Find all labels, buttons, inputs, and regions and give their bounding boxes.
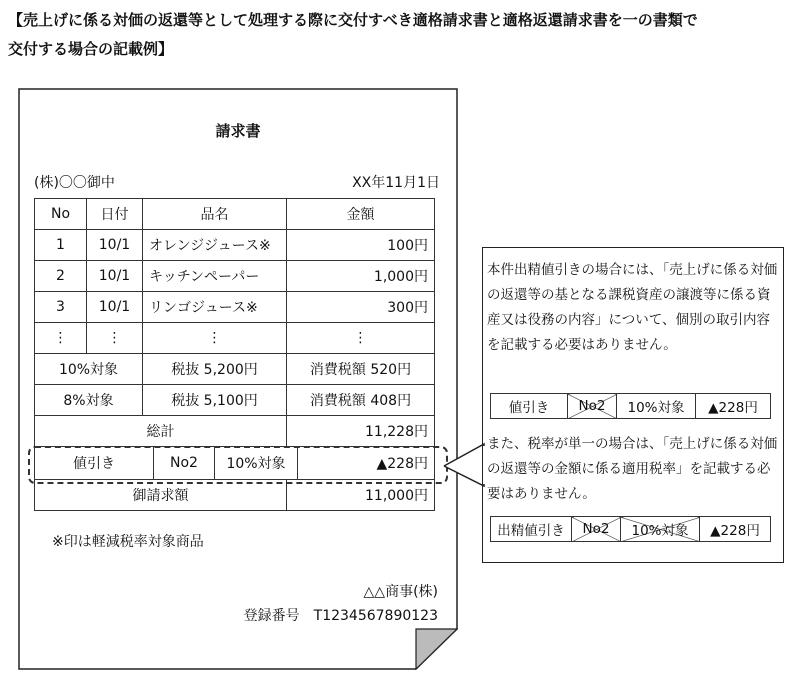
item-amount: 1,000円: [287, 261, 435, 292]
registration-number: 登録番号 T1234567890123: [243, 608, 438, 624]
example2-amount: ▲228円: [700, 517, 771, 542]
table-row: [35, 230, 435, 261]
rate8-row: [35, 385, 435, 416]
invoice-sheet: [18, 88, 458, 670]
item-no: 1: [35, 230, 87, 261]
total-row: [35, 416, 435, 447]
rate10-net: 税抜 5,200円: [143, 354, 287, 385]
discount-amount: ▲228円: [376, 456, 428, 472]
item-amount: 100円: [287, 230, 435, 261]
discount-label: 値引き: [35, 447, 154, 479]
table-row: [35, 261, 435, 292]
item-name: キッチンペーパー: [143, 261, 287, 292]
callout-example-1: [490, 393, 771, 419]
item-date: 10/1: [87, 292, 143, 323]
table-header-row: [35, 199, 435, 230]
discount-rate: 10%対象: [215, 447, 298, 479]
callout-pointer: [440, 440, 486, 490]
rate8-net: 税抜 5,100円: [143, 385, 287, 416]
example2-no-struck: No2: [572, 517, 621, 542]
item-amount: 300円: [287, 292, 435, 323]
table-row: [35, 323, 435, 354]
item-amount: ⋮: [287, 323, 435, 354]
rate8-tax: 消費税額 408円: [287, 385, 435, 416]
callout-paragraph-1: 本件出精値引きの場合には、「売上げに係る対価の返還等の基となる課税資産の譲渡等に係る資産又は役務の内容」について、個別の取引内容を記載する必要はありません。: [487, 262, 778, 353]
header-date: 日付: [87, 199, 143, 230]
header-item: 品名: [143, 199, 287, 230]
item-name: リンゴジュース※: [143, 292, 287, 323]
customer-name: (株)〇〇御中: [34, 175, 115, 191]
billed-amount: 11,000円: [287, 480, 435, 511]
item-date: 10/1: [87, 230, 143, 261]
header-amount: 金額: [287, 199, 435, 230]
example1-no-struck: No2: [568, 394, 617, 419]
example1-amount: ▲228円: [696, 394, 771, 419]
item-name: ⋮: [143, 323, 287, 354]
total-label: 総計: [35, 416, 287, 447]
rate10-row: [35, 354, 435, 385]
header-no: No: [35, 199, 87, 230]
callout-paragraph-2: また、税率が単一の場合は、「売上げに係る対価の返還等の金額に係る適用税率」を記載する必要はありません。: [487, 436, 778, 502]
item-no: 3: [35, 292, 87, 323]
example1-label: 値引き: [491, 394, 568, 419]
table-row: [35, 292, 435, 323]
heading-line-1: 【売上げに係る対価の返還等として処理する際に交付すべき適格請求書と適格返還請求書を一の書類で: [8, 11, 698, 29]
invoice-date: XX年11月1日: [352, 175, 440, 191]
example2-rate-struck: 10%対象: [621, 517, 700, 542]
discount-highlight: [28, 446, 448, 484]
example2-label: 出精値引き: [491, 517, 572, 542]
reduced-rate-note: ※印は軽減税率対象商品: [52, 534, 204, 550]
callout-example-2: [490, 516, 771, 542]
heading-line-2: 交付する場合の記載例】: [8, 40, 174, 58]
rate10-tax: 消費税額 520円: [287, 354, 435, 385]
item-name: オレンジジュース※: [143, 230, 287, 261]
item-no: ⋮: [35, 323, 87, 354]
billed-row: [35, 480, 435, 511]
issuer-company: △△商事(株): [363, 584, 438, 600]
billed-label: 御請求額: [35, 480, 287, 511]
total-amount: 11,228円: [287, 416, 435, 447]
rate10-label: 10%対象: [35, 354, 143, 385]
rate8-label: 8%対象: [35, 385, 143, 416]
invoice-title: 請求書: [215, 122, 261, 140]
example1-rate: 10%対象: [617, 394, 696, 419]
page-heading: [8, 6, 793, 64]
discount-no: No2: [154, 447, 215, 479]
item-date: ⋮: [87, 323, 143, 354]
item-date: 10/1: [87, 261, 143, 292]
item-no: 2: [35, 261, 87, 292]
